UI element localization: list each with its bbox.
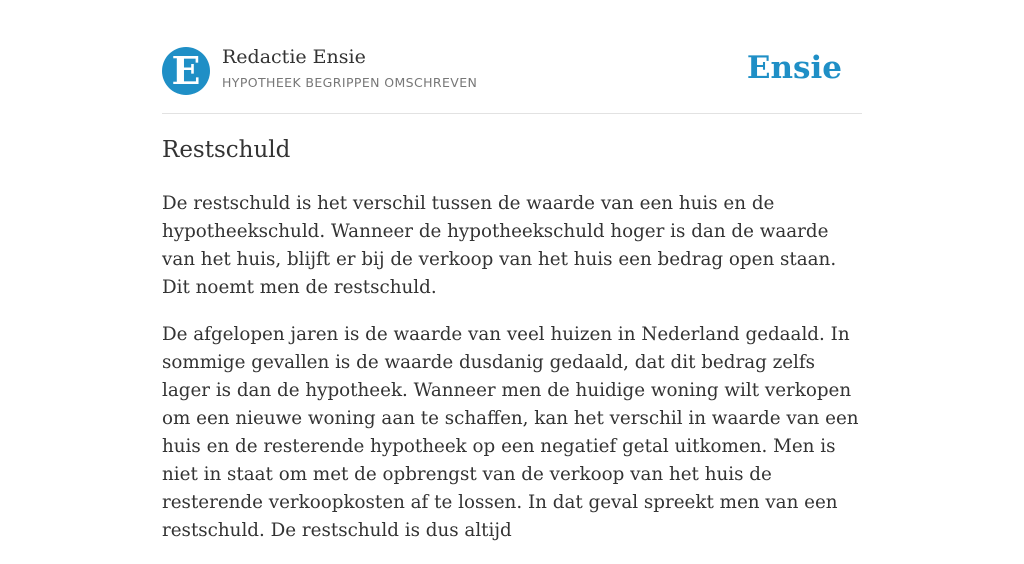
brand-logo[interactable]: Ensie: [746, 50, 842, 86]
article-paragraph: De afgelopen jaren is de waarde van veel huizen in Nederland gedaald. In sommige gevallen is de waarde dusdanig gedaald, dat dit bedrag zelfs lager is dan de hypotheek. Wanneer men de huidige woning wilt verkopen om een nieuwe woning aan te schaffen, kan het verschil in waarde van een huis en de resterende hypotheek op een negatief getal uitkomen. Men is niet in staat om met de opbrengst van de verkoop van het huis de resterende verkoopkosten af te lossen. In dat geval spreekt men van een restschuld. De restschuld is dus altijd: [162, 324, 859, 541]
category-label[interactable]: HYPOTHEEK BEGRIPPEN OMSCHREVEN: [222, 75, 478, 90]
article-title: Restschuld: [162, 137, 291, 163]
author-name[interactable]: Redactie Ensie: [222, 46, 366, 68]
article-card: [162, 0, 862, 541]
article-paragraph: De restschuld is het verschil tussen de waarde van een huis en de hypotheekschuld. Wanneer de hypotheekschuld hoger is dan de waarde van het huis, blijft er bij de verkoop van het huis een bedrag open staan. Dit noemt men de restschuld.: [162, 193, 837, 298]
ensie-logo-icon[interactable]: E: [162, 47, 210, 95]
article-body: [162, 190, 862, 564]
article-header: [162, 0, 862, 114]
